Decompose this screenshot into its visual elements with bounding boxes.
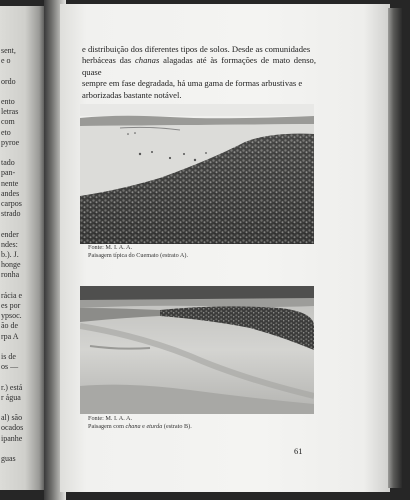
left-page-fragment: letras	[1, 107, 19, 117]
left-page-fragment	[1, 148, 29, 158]
left-page-fragment: carpos	[1, 199, 22, 208]
left-page-fragment: ronha	[1, 270, 20, 280]
left-page-fragment: strado	[1, 209, 21, 219]
left-page-fragment: nente	[1, 178, 19, 188]
left-page-fragment: ão de	[1, 321, 19, 331]
left-page-fragment: eto	[1, 127, 11, 137]
photo-chana-landscape	[80, 286, 314, 414]
left-page-fragment	[1, 87, 29, 97]
figure-2-source: Fonte: M. I. A. A.	[88, 415, 133, 422]
left-page-fragment: tado	[1, 158, 15, 168]
body-line-4: arborizadas bastante notável.	[82, 89, 182, 100]
page-edge-shadow	[388, 8, 402, 488]
left-page-fragment: e o	[1, 56, 11, 66]
left-page-fragment	[1, 219, 29, 229]
photo-cuemato-landscape	[80, 104, 314, 244]
left-page-fragment: r água	[1, 392, 21, 402]
left-page-fragment: os —	[1, 362, 19, 372]
left-page-fragment: ipanhe	[1, 433, 23, 443]
left-page-fragment: es por	[1, 301, 21, 310]
left-page-fragment: andes	[1, 188, 20, 198]
left-page-fragment: ordo	[1, 76, 16, 86]
left-page-fragment	[1, 403, 29, 413]
figure-1-title: Paisagem típica do Cuemato (estrato A).	[88, 252, 189, 260]
page-number: 61	[294, 446, 303, 456]
left-page-fragment: com	[1, 117, 15, 127]
left-page-fragment	[1, 444, 29, 454]
left-page	[0, 6, 46, 490]
left-page-fragment	[1, 66, 29, 76]
left-page-fragment: guas	[1, 454, 16, 463]
left-page-fragment: b.). J.	[1, 250, 19, 259]
left-page-fragment	[1, 464, 29, 474]
left-page-fragment: ndes:	[1, 239, 18, 249]
body-line-2: herbáceas das chanas alagadas até às formações de mato denso, quase	[82, 55, 316, 77]
left-page-fragment: rpa A	[1, 331, 19, 341]
left-page-fragment	[1, 281, 29, 291]
left-page-fragment: is de	[1, 352, 16, 361]
left-page-fragment: rácia e	[1, 290, 23, 300]
figure-2-title: Paisagem com chana e eturda (estrato B).	[88, 423, 192, 431]
left-page-fragment: pan-	[1, 168, 16, 178]
left-page-fragment: al) são	[1, 413, 23, 423]
figure-2-caption	[88, 415, 192, 431]
left-page-fragment: pyroe	[1, 137, 20, 147]
left-page-fragment: sent,	[1, 46, 16, 55]
left-page-fragment: r.) está	[1, 382, 23, 392]
body-paragraph	[82, 44, 316, 101]
left-page-fragment: ocados	[1, 423, 24, 433]
figure-1-source: Fonte: M. I. A. A.	[88, 244, 133, 251]
left-page-text-fragments	[0, 6, 30, 490]
left-page-fragment: honge	[1, 260, 21, 270]
figure-1-caption	[88, 244, 188, 260]
body-line-1: e distribuição dos diferentes tipos de solos. Desde as comunidades	[82, 44, 311, 54]
left-page-fragment: ento	[1, 97, 15, 106]
left-page-fragment: ypsoc.	[1, 311, 22, 321]
left-page-fragment	[1, 342, 29, 352]
left-page-fragment	[1, 372, 29, 382]
body-line-3: sempre em fase degradada, há uma gama de formas arbustivas e	[82, 78, 303, 89]
left-page-fragment: ender	[1, 229, 19, 239]
